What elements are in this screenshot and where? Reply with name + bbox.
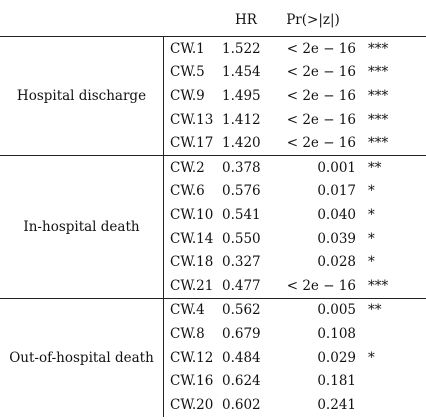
- p-value-cell: < 2e − 16: [270, 274, 362, 298]
- significance-cell: *: [368, 254, 375, 271]
- header-significance: [362, 0, 426, 37]
- cw-cell: CW.6: [170, 183, 205, 200]
- significance-cell: ***: [368, 40, 389, 57]
- p-value-cell: < 2e − 16: [286, 40, 356, 57]
- cw-cell: CW.20: [170, 396, 214, 413]
- hr-cell: 0.327: [222, 254, 261, 271]
- significance-cell: *: [368, 206, 375, 223]
- hr-cell: 0.562: [222, 302, 261, 319]
- cw-cell: CW.5: [170, 64, 205, 81]
- significance-cell: *: [368, 183, 375, 200]
- hr-cell: 0.477: [222, 274, 270, 298]
- hr-cell: 0.541: [222, 206, 261, 223]
- cw-cell: CW.1: [170, 40, 205, 57]
- table-body: [0, 37, 426, 417]
- cw-cell: CW.18: [170, 254, 214, 271]
- hr-cell: 0.484: [222, 349, 261, 366]
- cw-cell: CW.10: [170, 206, 214, 223]
- p-value-cell: 0.005: [317, 302, 356, 319]
- significance-cell: *: [368, 230, 375, 247]
- cw-cell: CW.21: [164, 274, 223, 298]
- significance-cell: **: [368, 159, 382, 176]
- cw-cell: CW.16: [170, 373, 214, 390]
- hr-cell: 1.412: [222, 111, 261, 128]
- hr-cell: 0.550: [222, 230, 261, 247]
- group-label: In-hospital death: [0, 155, 164, 298]
- significance-cell: [362, 369, 426, 393]
- p-value-cell: 0.241: [317, 396, 356, 413]
- cw-cell: CW.8: [170, 325, 205, 342]
- p-value-cell: < 2e − 16: [286, 111, 356, 128]
- header-row: [0, 0, 426, 37]
- hr-cell: 1.420: [222, 131, 270, 155]
- hr-cell: 0.602: [222, 396, 261, 413]
- p-value-cell: < 2e − 16: [270, 131, 362, 155]
- hr-cell: 0.576: [222, 183, 261, 200]
- table-row: [0, 37, 426, 61]
- cw-cell: CW.14: [170, 230, 214, 247]
- p-value-cell: < 2e − 16: [286, 64, 356, 81]
- p-value-cell: 0.001: [317, 159, 356, 176]
- cw-cell: CW.12: [170, 349, 214, 366]
- hr-cell: 1.522: [222, 40, 261, 57]
- cw-cell: CW.13: [170, 111, 214, 128]
- cw-cell: CW.9: [170, 87, 205, 104]
- p-value-cell: < 2e − 16: [286, 87, 356, 104]
- table-row: [0, 298, 426, 322]
- p-value-cell: 0.039: [317, 230, 356, 247]
- p-value-cell: 0.028: [317, 254, 356, 271]
- significance-cell: ***: [368, 87, 389, 104]
- hr-cell: 0.378: [222, 159, 261, 176]
- table-header: [0, 0, 426, 37]
- hr-cell: 1.454: [222, 64, 261, 81]
- group-label: Hospital discharge: [0, 37, 164, 156]
- significance-cell: ***: [362, 131, 426, 155]
- header-p-value: Pr(>|z|): [270, 0, 362, 37]
- table-row: [0, 155, 426, 179]
- cw-cell: CW.4: [170, 302, 205, 319]
- group-label: Out-of-hospital death: [0, 298, 164, 416]
- significance-cell: [362, 393, 426, 417]
- hr-cell: 1.495: [222, 87, 261, 104]
- hr-cell: 0.679: [222, 325, 261, 342]
- hr-cell: 0.624: [222, 373, 261, 390]
- significance-cell: *: [368, 349, 375, 366]
- p-value-cell: 0.181: [317, 373, 356, 390]
- p-value-cell: 0.029: [317, 349, 356, 366]
- p-value-cell: 0.108: [317, 325, 356, 342]
- header-hr: HR: [222, 0, 270, 37]
- significance-cell: ***: [362, 274, 426, 298]
- p-value-cell: 0.017: [317, 183, 356, 200]
- significance-cell: **: [368, 302, 382, 319]
- cw-cell: CW.2: [170, 159, 205, 176]
- header-cw: [164, 0, 223, 37]
- significance-cell: ***: [368, 64, 389, 81]
- significance-cell: [362, 322, 426, 346]
- cw-cell: CW.17: [164, 131, 223, 155]
- header-group: [0, 0, 164, 37]
- p-value-cell: 0.040: [317, 206, 356, 223]
- significance-cell: ***: [368, 111, 389, 128]
